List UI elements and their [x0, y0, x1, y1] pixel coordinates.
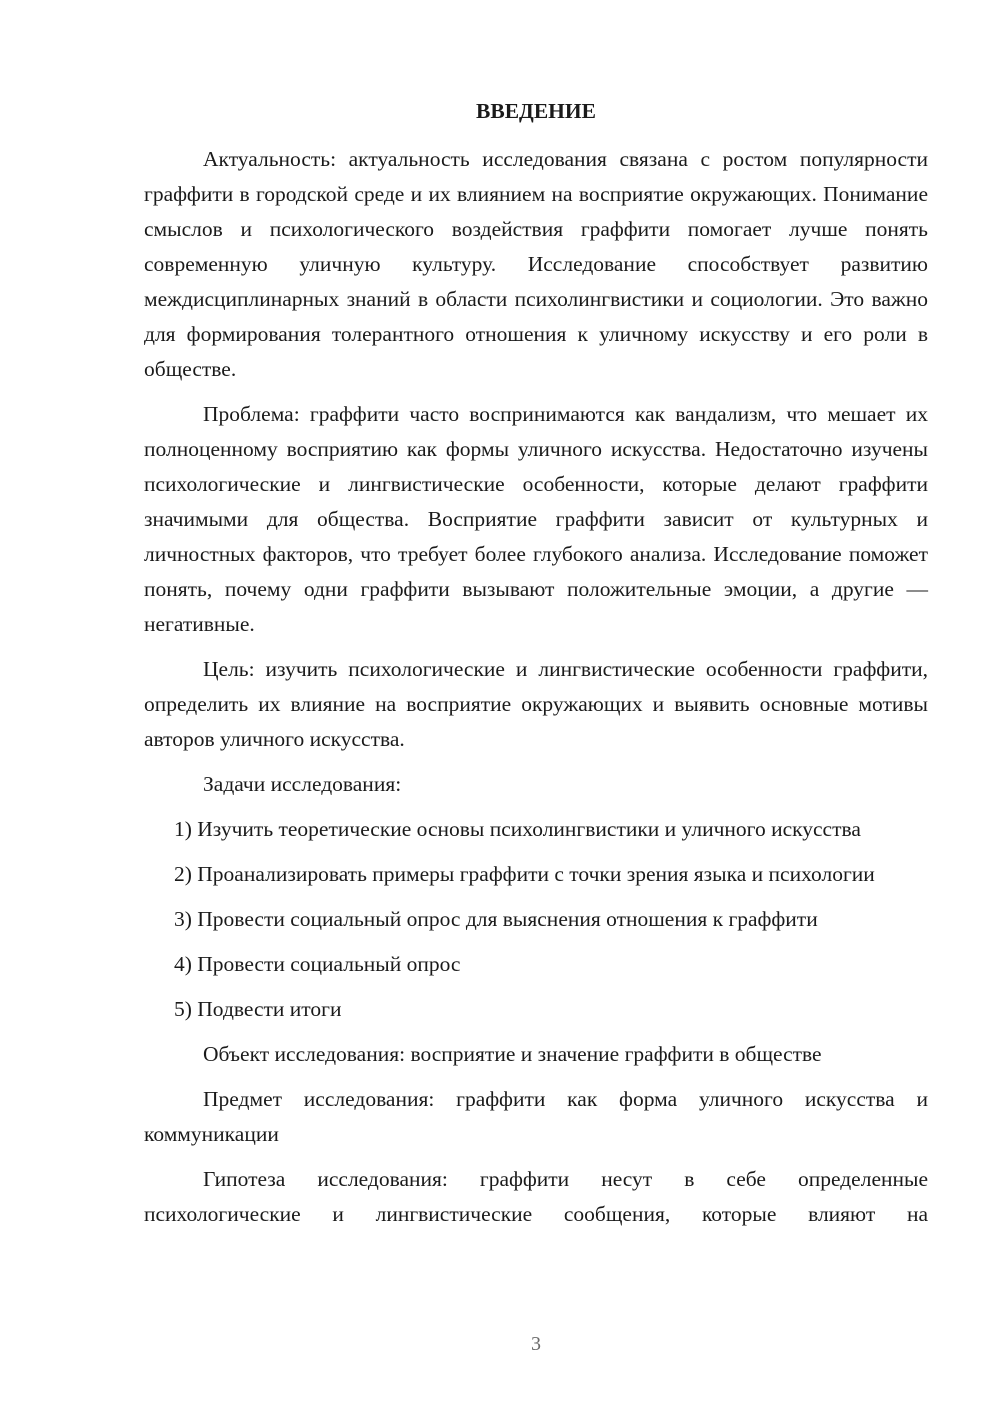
section-heading: ВВЕДЕНИЕ: [476, 99, 596, 123]
paragraph-hypothesis: Гипотеза исследования: граффити несут в себе определенные психологические и лингвистические сообщения, которые влияют на: [144, 1167, 928, 1226]
task-item: 3) Провести социальный опрос для выяснения отношения к граффити: [174, 907, 818, 931]
task-item: 2) Проанализировать примеры граффити с точки зрения языка и психологии: [174, 862, 875, 886]
paragraph-problem: Проблема: граффити часто воспринимаются как вандализм, что мешает их полноценному восприятию как формы уличного искусства. Недостаточно изучены психологические и лингвистические особенности, которые делают граффити значимыми для общества. Восприятие граффити зависит от культурных и личностных факторов, что требует более глубокого анализа. Исследование поможет понять, почему одни граффити вызывают положительные эмоции, а другие — негативные.: [144, 402, 928, 636]
body-text: [144, 142, 928, 1232]
task-item: 5) Подвести итоги: [174, 997, 342, 1021]
paragraph-relevance: Актуальность: актуальность исследования связана с ростом популярности граффити в городской среде и их влиянием на восприятие окружающих. Понимание смыслов и психологического воздействия граффити помогает лучше понять современную уличную культуру. Исследование способствует развитию междисциплинарных знаний в области психолингвистики и социологии. Это важно для формирования толерантного отношения к уличному искусству и его роли в обществе.: [144, 147, 928, 381]
paragraph-subject: Предмет исследования: граффити как форма уличного искусства и коммуникации: [144, 1087, 928, 1146]
task-item: 4) Провести социальный опрос: [174, 952, 461, 976]
paragraph-tasks-label: Задачи исследования:: [203, 772, 402, 796]
paragraph-object: Объект исследования: восприятие и значение граффити в обществе: [203, 1042, 822, 1066]
task-item: 1) Изучить теоретические основы психолингвистики и уличного искусства: [174, 817, 861, 841]
paragraph-goal: Цель: изучить психологические и лингвистические особенности граффити, определить их влияние на восприятие окружающих и выявить основные мотивы авторов уличного искусства.: [144, 657, 928, 751]
tasks-list: [144, 812, 928, 1027]
page-number: 3: [531, 1333, 541, 1355]
